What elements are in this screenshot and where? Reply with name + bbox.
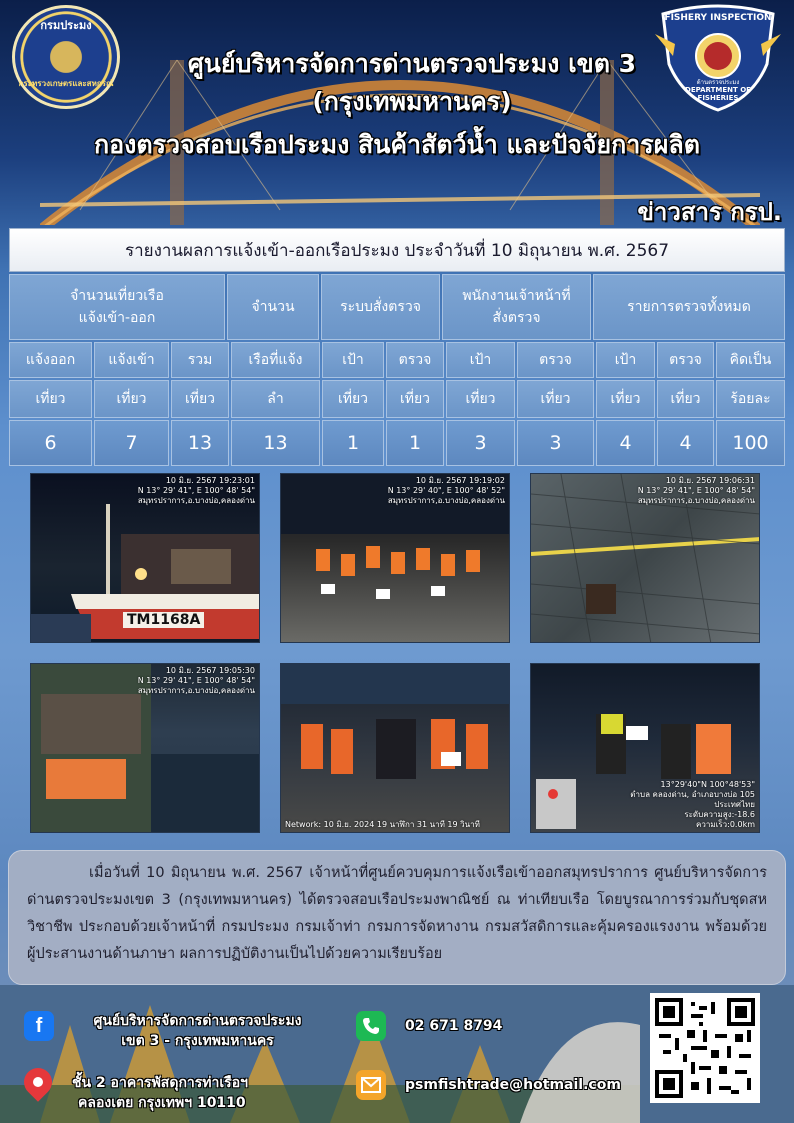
photo-5-timestamp: Network: 10 มิ.ย. 2024 19 นาฬิกา 31 นาที 19 วินาที bbox=[285, 820, 480, 829]
email-icon[interactable] bbox=[356, 1070, 386, 1100]
table-header-cell: ตรวจ bbox=[386, 342, 444, 378]
facebook-icon[interactable]: f bbox=[24, 1011, 54, 1041]
description-text: เมื่อวันที่ 10 มิถุนายน พ.ศ. 2567 เจ้าหน้าที่ศูนย์ควบคุมการแจ้งเรือเข้าออกสมุทรปราการ ศูนย์บริหารจัดการด่านตรวจประมงเขต 3 (กรุงเทพมหานคร) ได้ตรวจสอบเรือประมงพาณิชย์ ณ ท่าเทียบเรือ โดยบูรณาการร่วมกับชุดสหวิชาชีพ ประกอบด้วยเจ้าหน้าที่ กรมประมง กรมเจ้าท่า กรมการจัดหางาน กรมสวัสดิการและคุ้มครองแรงงาน พร้อมด้วย ผู้ประสานงานด้านภาษา ผลการปฏิบัติงานเป็นไปด้วยความเรียบร้อย bbox=[27, 865, 767, 962]
photo-6-gps-stamp: 13°29'40"N 100°48'53" ตำบล คลองด่าน, อำเภอบางบ่อ 105 ประเทศไทย ระดับความสูง:-18.6 ความเร็ว:0.0km bbox=[630, 780, 755, 829]
table-unit-cell: เที่ยว bbox=[94, 380, 169, 418]
division-title: กองตรวจสอบเรือประมง สินค้าสัตว์น้ำ และปัจจัยการผลิต bbox=[94, 130, 700, 159]
news-description bbox=[8, 850, 786, 985]
table-group-header-row bbox=[9, 274, 785, 340]
value-total-target: 4 bbox=[596, 420, 655, 466]
value-percentage: 100 bbox=[716, 420, 785, 466]
table-header-cell: เป้า bbox=[322, 342, 384, 378]
boat-registration-label: TM1168A bbox=[123, 612, 204, 628]
table-unit-cell: เที่ยว bbox=[596, 380, 655, 418]
photo-fishing-boat-night bbox=[30, 473, 260, 643]
group-header-trips: จำนวนเที่ยวเรือ แจ้งเข้า-ออก bbox=[9, 274, 225, 340]
table-unit-cell: เที่ยว bbox=[322, 380, 384, 418]
photo-4-timestamp: 10 มิ.ย. 2567 19:05:30 N 13° 29' 41", E 100° 48' 54" สมุทรปราการ,อ.บางบ่อ,คลองด่าน bbox=[137, 666, 255, 695]
value-system-target: 1 bbox=[322, 420, 384, 466]
qr-code[interactable] bbox=[650, 993, 760, 1103]
address-line-2: คลองเตย กรุงเทพฯ 10110 bbox=[78, 1095, 246, 1111]
address-line-1: ชั้น 2 อาคารพัสดุการท่าเรือฯ bbox=[72, 1075, 248, 1091]
report-title: รายงานผลการแจ้งเข้า-ออกเรือประมง ประจำวันที่ 10 มิถุนายน พ.ศ. 2567 bbox=[9, 228, 785, 272]
phone-icon[interactable] bbox=[356, 1011, 386, 1041]
value-vessels-notified: 13 bbox=[231, 420, 320, 466]
photo-crew-lineup bbox=[280, 473, 510, 643]
facebook-line-1: ศูนย์บริหารจัดการด่านตรวจประมง bbox=[93, 1013, 302, 1029]
table-header-cell: รวม bbox=[171, 342, 229, 378]
logo-right-bottom-text: DEPARTMENT OF FISHERIES bbox=[685, 86, 751, 102]
table-header-cell: เป้า bbox=[446, 342, 515, 378]
group-header-total-inspections: รายการตรวจทั้งหมด bbox=[593, 274, 785, 340]
table-unit-cell: เที่ยว bbox=[446, 380, 515, 418]
phone-number[interactable]: 02 671 8794 bbox=[405, 1018, 503, 1034]
logo-left-top-text: กรมประมง bbox=[40, 19, 92, 32]
center-title: ศูนย์บริหารจัดการด่านตรวจประมง เขต 3 bbox=[187, 49, 637, 78]
logo-left-bottom-text: กระทรวงเกษตรและสหกรณ์ bbox=[18, 79, 114, 88]
table-value-row bbox=[9, 420, 785, 466]
group-header-system-ordered: ระบบสั่งตรวจ bbox=[321, 274, 440, 340]
center-subtitle: (กรุงเทพมหานคร) bbox=[312, 87, 512, 116]
address bbox=[72, 1073, 248, 1113]
table-header-cell: ตรวจ bbox=[657, 342, 714, 378]
value-outbound-trips: 6 bbox=[9, 420, 92, 466]
photo-2-timestamp: 10 มิ.ย. 2567 19:19:02 N 13° 29' 40", E 100° 48' 52" สมุทรปราการ,อ.บางบ่อ,คลองด่าน bbox=[387, 476, 505, 505]
group-header-officer-ordered: พนักงานเจ้าหน้าที่ สั่งตรวจ bbox=[442, 274, 591, 340]
value-total-trips: 13 bbox=[171, 420, 229, 466]
value-inbound-trips: 7 bbox=[94, 420, 169, 466]
table-header-cell: เป้า bbox=[596, 342, 655, 378]
table-header-cell: เรือที่แจ้ง bbox=[231, 342, 320, 378]
table-unit-cell: เที่ยว bbox=[517, 380, 594, 418]
table-unit-cell: เที่ยว bbox=[9, 380, 92, 418]
photo-net-measurement bbox=[530, 473, 760, 643]
group-header-count: จำนวน bbox=[227, 274, 319, 340]
table-header-cell: คิดเป็น bbox=[716, 342, 785, 378]
table-unit-row bbox=[9, 380, 785, 418]
table-unit-cell: เที่ยว bbox=[171, 380, 229, 418]
table-header-cell: แจ้งออก bbox=[9, 342, 92, 378]
photo-officers-briefing bbox=[280, 663, 510, 833]
news-tag: ข่าวสาร กรป. bbox=[637, 198, 782, 225]
table-unit-cell: ร้อยละ bbox=[716, 380, 785, 418]
table-header-cell: แจ้งเข้า bbox=[94, 342, 169, 378]
header-banner bbox=[0, 0, 794, 225]
table-sub-header-row bbox=[9, 342, 785, 378]
facebook-page-name[interactable] bbox=[70, 1011, 325, 1051]
photo-1-timestamp: 10 มิ.ย. 2567 19:23:01 N 13° 29' 41", E 100° 48' 54" สมุทรปราการ,อ.บางบ่อ,คลองด่าน bbox=[137, 476, 255, 505]
photo-document-check bbox=[530, 663, 760, 833]
table-unit-cell: เที่ยว bbox=[386, 380, 444, 418]
value-officer-target: 3 bbox=[446, 420, 515, 466]
value-total-inspected: 4 bbox=[657, 420, 714, 466]
photo-3-timestamp: 10 มิ.ย. 2567 19:06:31 N 13° 29' 41", E 100° 48' 54" สมุทรปราการ,อ.บางบ่อ,คลองด่าน bbox=[637, 476, 755, 505]
photo-boat-deck-water bbox=[30, 663, 260, 833]
table-unit-cell: เที่ยว bbox=[657, 380, 714, 418]
email-address[interactable]: psmfishtrade@hotmail.com bbox=[405, 1077, 621, 1093]
logo-right-top-text: FISHERY INSPECTION bbox=[664, 13, 772, 23]
value-officer-inspected: 3 bbox=[517, 420, 594, 466]
table-header-cell: ตรวจ bbox=[517, 342, 594, 378]
facebook-line-2: เขต 3 - กรุงเทพมหานคร bbox=[121, 1033, 274, 1049]
table-unit-cell: ลำ bbox=[231, 380, 320, 418]
logo-right-center-text: ด้านตรวจประมง bbox=[696, 79, 740, 86]
value-system-inspected: 1 bbox=[386, 420, 444, 466]
